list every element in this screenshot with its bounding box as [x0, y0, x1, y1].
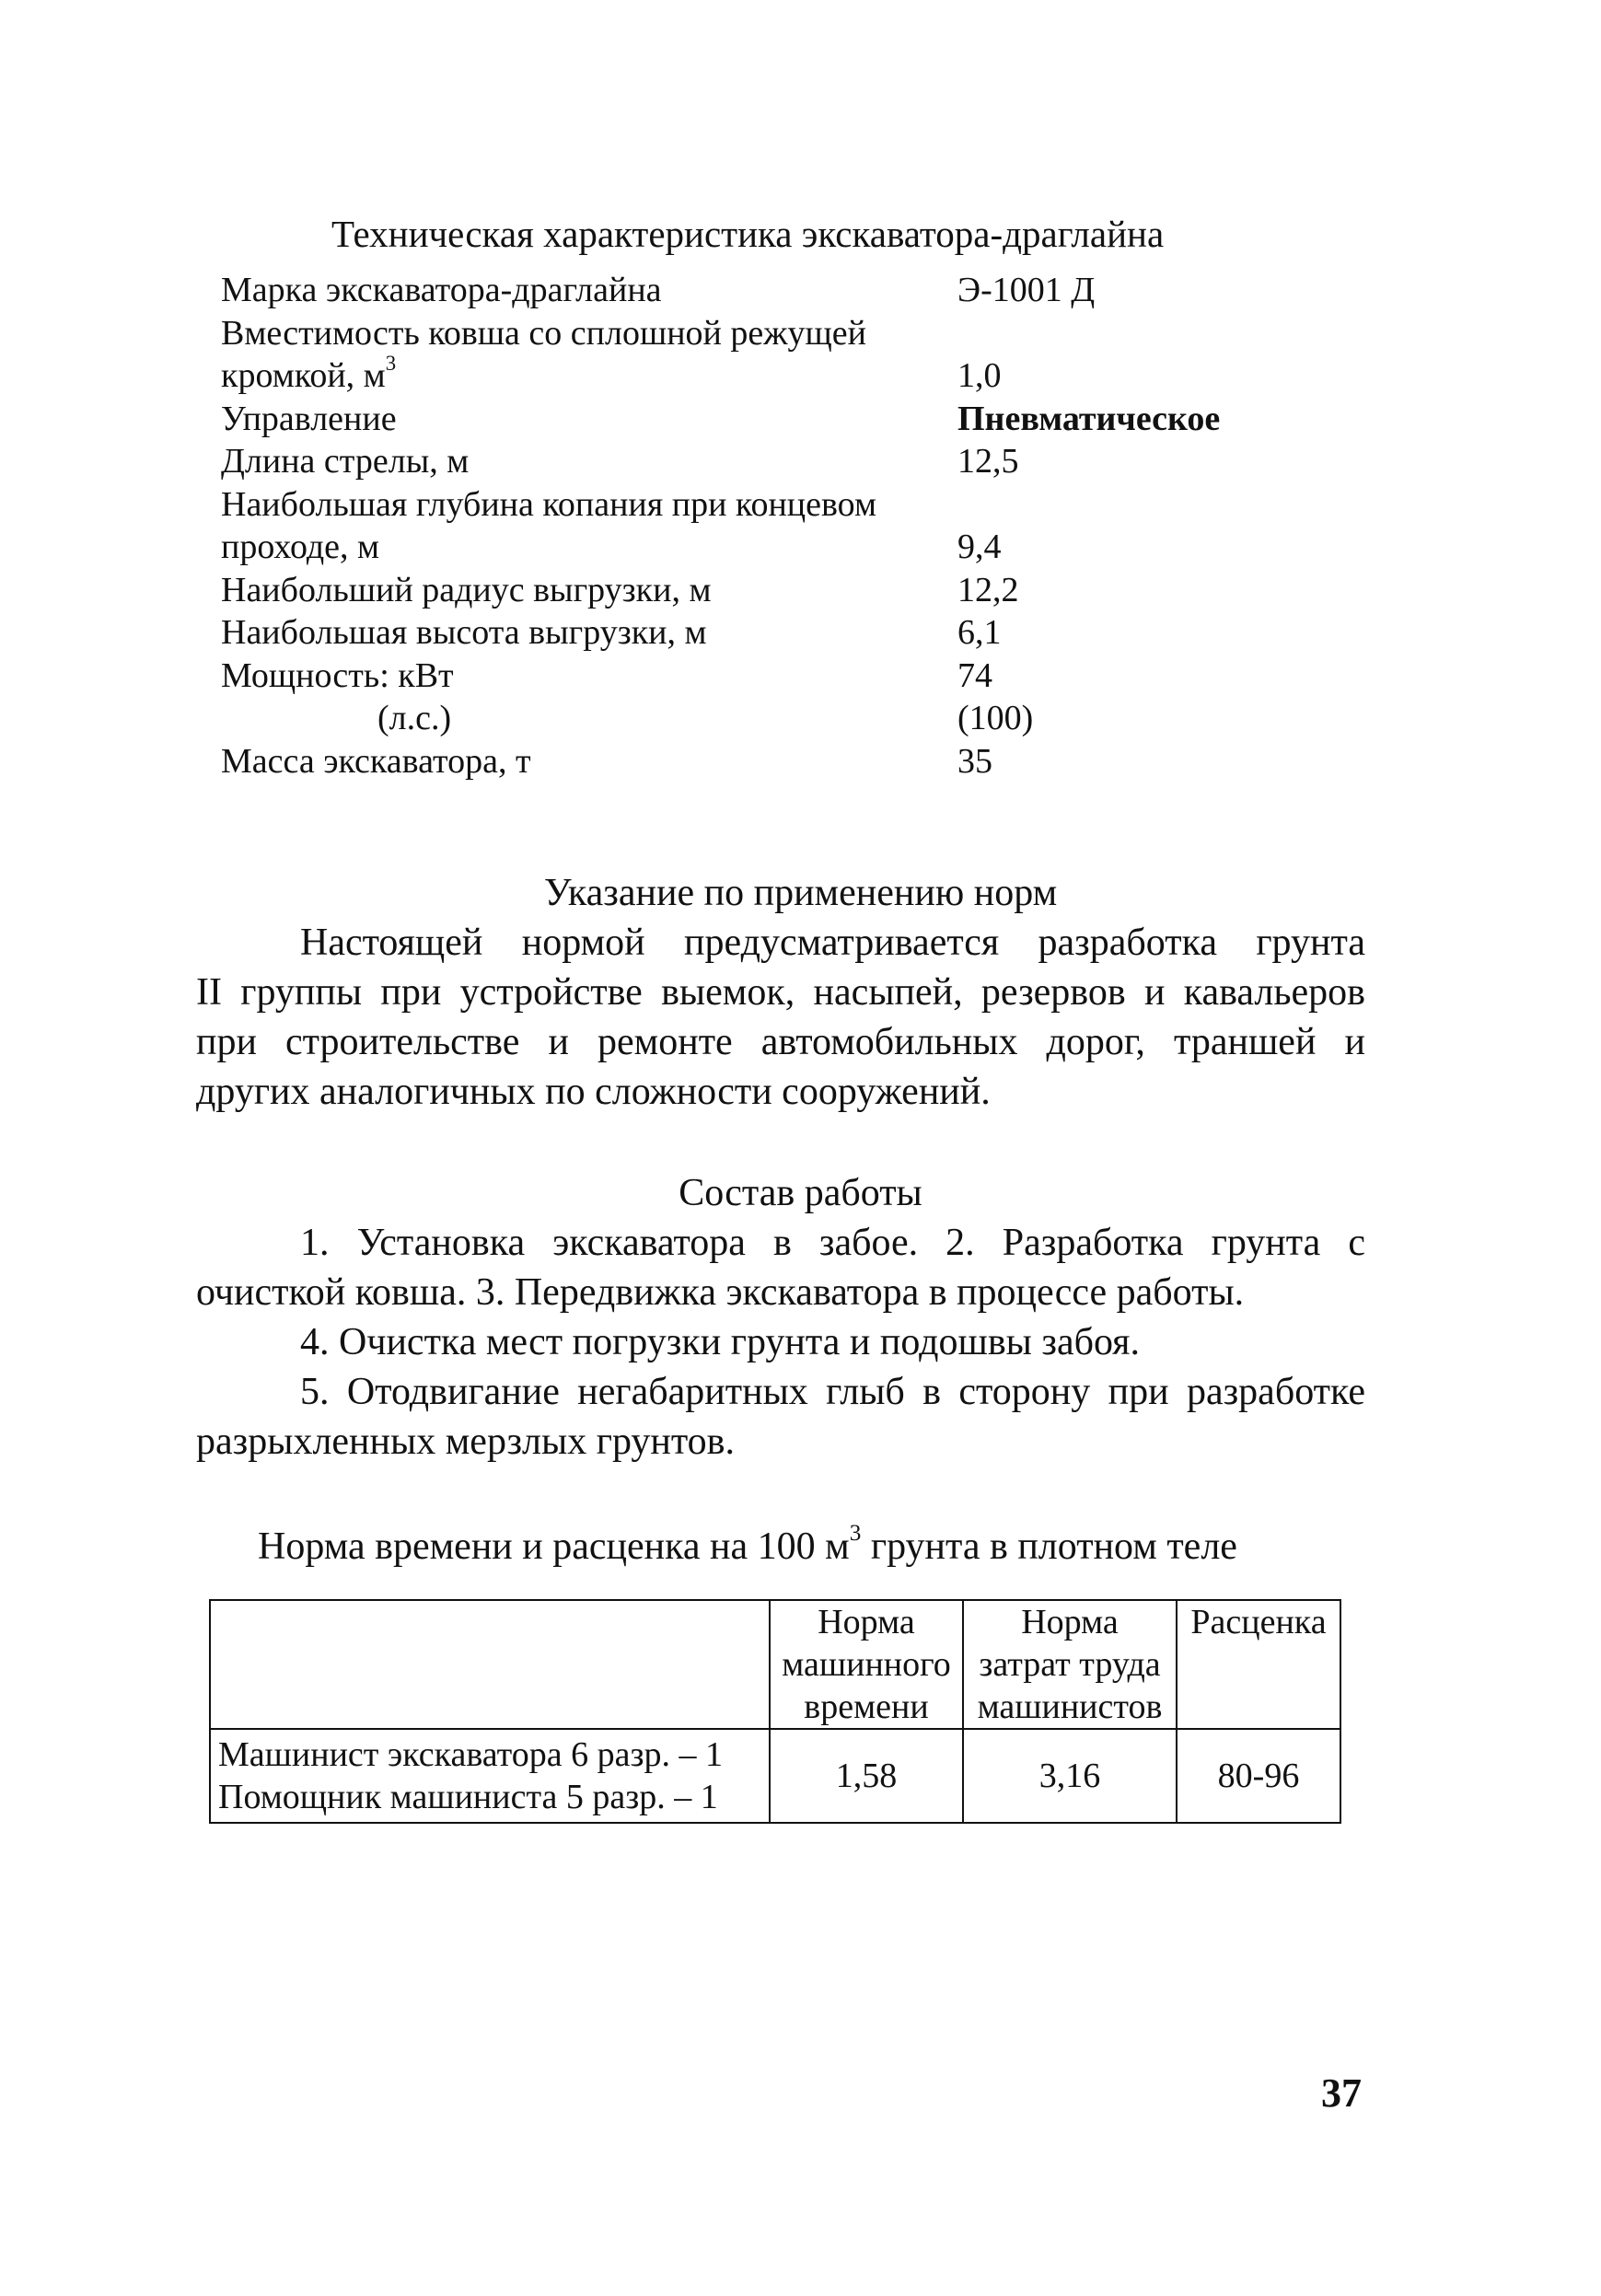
paragraph-line: Настоящей нормой предусматривается разработка грунта	[300, 922, 1365, 964]
spec-label: Длина стрелы, м	[221, 442, 470, 481]
spec-row	[221, 740, 1326, 783]
paragraph-line: при строительстве и ремонте автомобильных дорог, траншей и	[196, 1021, 1365, 1063]
table-row	[210, 1729, 1340, 1823]
spec-row	[221, 569, 1326, 612]
row-label-line: Помощник машиниста 5 разр. – 1	[218, 1778, 718, 1816]
header-line: Норма	[818, 1603, 915, 1641]
spec-value: (100)	[957, 699, 1034, 737]
spec-label: Мощность: кВт	[221, 655, 454, 695]
header-line: машинного	[782, 1645, 951, 1684]
work-composition-heading: Состав работы	[679, 1172, 922, 1214]
machine-time-value: 1,58	[770, 1729, 963, 1823]
spec-row	[221, 269, 1326, 312]
header-machine-time	[770, 1600, 963, 1729]
spec-row	[221, 526, 1326, 569]
header-line: машинистов	[977, 1687, 1163, 1726]
spec-row	[221, 440, 1326, 483]
rate-value: 80-96	[1177, 1729, 1340, 1823]
table-caption	[258, 1522, 1237, 1571]
spec-row	[221, 483, 1326, 527]
instructions-heading: Указание по применению норм	[543, 872, 1058, 914]
spec-label: (л.с.)	[377, 699, 452, 737]
spec-value: 74	[957, 655, 992, 695]
work-composition-paragraph	[196, 1218, 1365, 1467]
table-header-row	[210, 1600, 1340, 1729]
spec-row	[221, 312, 1326, 355]
spec-value: 12,5	[957, 442, 1019, 481]
header-line: Норма	[1021, 1603, 1119, 1641]
caption-text: Норма времени и расценка на 100 м	[258, 1525, 850, 1568]
spec-label-text: кромкой, м	[221, 356, 386, 395]
spec-label: проходе, м	[221, 528, 380, 566]
page-number: 37	[1321, 2070, 1362, 2116]
instructions-paragraph	[196, 918, 1365, 1117]
spec-label: Наибольшая глубина копания при концевом	[221, 484, 876, 524]
empty-header-cell	[210, 1600, 770, 1729]
tech-spec-list	[221, 269, 1326, 783]
spec-value: 9,4	[957, 528, 1002, 566]
spec-value: Пневматическое	[957, 399, 1221, 438]
tech-spec-title: Техническая характеристика экскаватора-драглайна	[331, 213, 1165, 255]
paragraph-line: 4. Очистка мест погрузки грунта и подошвы забоя.	[300, 1321, 1141, 1363]
spec-row	[221, 611, 1326, 655]
spec-row	[221, 655, 1326, 698]
superscript-unit: 3	[849, 1520, 862, 1546]
spec-label	[221, 351, 1326, 398]
caption-tail: грунта в плотном теле	[861, 1525, 1237, 1568]
spec-label: Наибольшая высота выгрузки, м	[221, 613, 707, 652]
paragraph-line: разрыхленных мерзлых грунтов.	[196, 1421, 736, 1463]
header-line: затрат труда	[979, 1645, 1161, 1684]
spec-row	[221, 351, 1326, 398]
spec-label: Вместимость ковша со сплошной режущей	[221, 313, 866, 353]
spec-value: 35	[957, 741, 992, 781]
header-labor-cost	[963, 1600, 1177, 1729]
spec-label: Наибольший радиус выгрузки, м	[221, 570, 712, 609]
norm-table	[209, 1599, 1341, 1824]
spec-value: 12,2	[957, 570, 1019, 609]
paragraph-line: II группы при устройстве выемок, насыпей, резервов и кавальеров	[196, 971, 1365, 1014]
header-line: Расценка	[1190, 1603, 1327, 1641]
header-line: времени	[804, 1687, 929, 1726]
spec-row	[221, 398, 1326, 441]
superscript-unit: 3	[385, 351, 397, 375]
spec-label: Масса экскаватора, т	[221, 741, 531, 781]
paragraph-line: других аналогичных по сложности сооружений.	[196, 1071, 991, 1113]
spec-value: Э-1001 Д	[957, 271, 1096, 309]
spec-label: Управление	[221, 399, 397, 438]
paragraph-line: очисткой ковша. 3. Передвижка экскаватора в процессе работы.	[196, 1271, 1245, 1314]
spec-value: 1,0	[957, 356, 1002, 395]
spec-row	[221, 697, 1326, 740]
paragraph-line: 1. Установка экскаватора в забое. 2. Разработка грунта с	[300, 1222, 1365, 1264]
labor-cost-value: 3,16	[963, 1729, 1177, 1823]
paragraph-line: 5. Отодвигание негабаритных глыб в сторону при разработке	[300, 1371, 1365, 1413]
row-label-line: Машинист экскаватора 6 разр. – 1	[218, 1735, 724, 1774]
row-label-cell	[210, 1729, 770, 1823]
spec-value: 6,1	[957, 613, 1002, 652]
header-rate	[1177, 1600, 1340, 1729]
spec-label: Марка экскаватора-драглайна	[221, 271, 662, 309]
